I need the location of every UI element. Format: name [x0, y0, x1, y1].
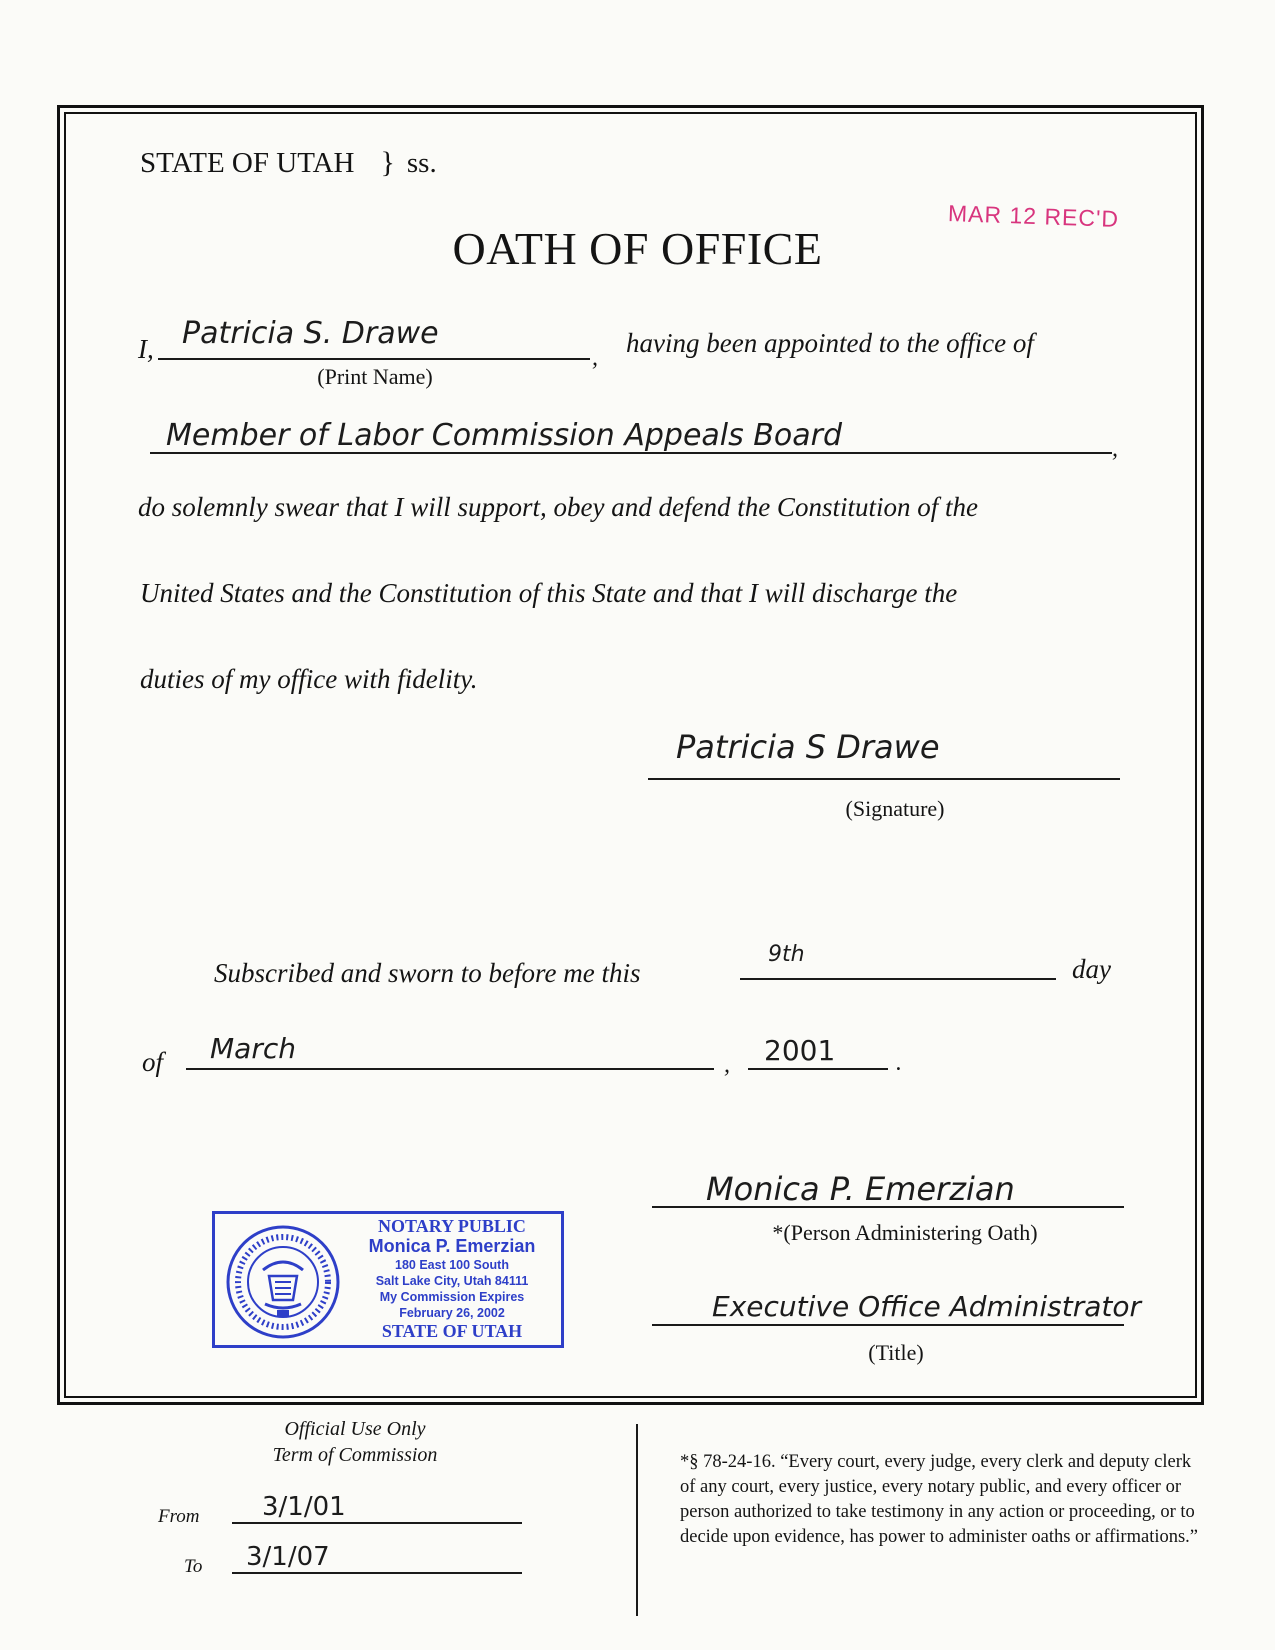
sworn-month-rule	[186, 1068, 714, 1070]
to-date-value[interactable]: 3/1/07	[246, 1542, 330, 1572]
to-label: To	[184, 1556, 203, 1577]
from-date-rule	[232, 1522, 522, 1524]
printed-name-value[interactable]: Patricia S. Drawe	[182, 316, 439, 351]
signature-rule	[648, 778, 1120, 780]
official-use-heading: Official Use Only	[284, 1418, 426, 1440]
notary-heading: NOTARY PUBLIC	[378, 1216, 526, 1236]
i-label: I,	[138, 334, 154, 364]
state-label: STATE OF UTAH	[140, 147, 355, 179]
received-date-stamp: MAR 12 REC'D	[947, 200, 1120, 232]
sworn-month-value[interactable]: March	[210, 1032, 296, 1065]
notary-commission: My Commission Expires	[379, 1290, 525, 1304]
notary-stamp-text	[341, 1216, 563, 1341]
sworn-text: Subscribed and sworn to before me this	[214, 958, 641, 988]
day-label: day	[1072, 954, 1111, 984]
sworn-year-value[interactable]: 2001	[764, 1034, 836, 1067]
appointed-text: having been appointed to the office of	[626, 328, 1034, 358]
title-caption: (Title)	[868, 1340, 924, 1365]
sworn-day-rule	[740, 978, 1056, 980]
document-title: OATH OF OFFICE	[452, 223, 823, 274]
name-comma: ,	[592, 345, 598, 371]
office-comma: ,	[1112, 436, 1118, 462]
notary-stamp	[212, 1211, 564, 1348]
administrator-title-value[interactable]: Executive Office Administrator	[712, 1290, 1141, 1323]
of-label: of	[142, 1047, 164, 1077]
administrator-caption: *(Person Administering Oath)	[772, 1220, 1038, 1245]
printed-name-rule	[158, 358, 590, 360]
ss-label: ss.	[406, 147, 437, 179]
sworn-comma: ,	[724, 1052, 730, 1078]
great-seal-icon	[225, 1224, 341, 1340]
notary-state: STATE OF UTAH	[381, 1321, 523, 1341]
sworn-day-value[interactable]: 9th	[768, 942, 805, 967]
notary-expires: February 26, 2002	[399, 1306, 505, 1320]
oath-body-line-2: United States and the Constitution of this State and that I will discharge the	[140, 578, 958, 608]
notary-name: Monica P. Emerzian	[368, 1236, 536, 1256]
venue-line	[140, 146, 437, 180]
from-date-value[interactable]: 3/1/01	[262, 1492, 346, 1522]
signature-caption: (Signature)	[845, 796, 945, 821]
sworn-year-rule	[748, 1068, 888, 1070]
signature-value[interactable]: Patricia S Drawe	[676, 728, 940, 766]
from-label: From	[158, 1506, 200, 1527]
term-of-commission-heading: Term of Commission	[272, 1444, 438, 1466]
venue-brace: }	[380, 146, 395, 179]
footer-divider	[636, 1424, 638, 1616]
oath-body-line-1: do solemnly swear that I will support, obey and defend the Constitution of the	[138, 492, 978, 522]
office-title-value[interactable]: Member of Labor Commission Appeals Board	[166, 418, 842, 453]
to-date-rule	[232, 1572, 522, 1574]
sworn-period: .	[896, 1050, 902, 1076]
notary-address-1: 180 East 100 South	[395, 1258, 509, 1272]
administrator-signature-value[interactable]: Monica P. Emerzian	[706, 1170, 1015, 1208]
statute-footnote: *§ 78-24-16. “Every court, every judge, every clerk and deputy clerk of any court, every justice, every notary public, and every officer or person authorized to take testimony in any action or proceeding, or to decide upon evidence, has power to administer oaths or affirmations.”	[680, 1452, 1199, 1547]
notary-address-2: Salt Lake City, Utah 84111	[375, 1274, 529, 1288]
office-title-rule	[150, 452, 1112, 454]
print-name-caption: (Print Name)	[317, 364, 433, 389]
oath-body-line-3: duties of my office with fidelity.	[140, 664, 478, 694]
administrator-signature-rule	[652, 1206, 1124, 1208]
administrator-title-rule	[652, 1324, 1124, 1326]
